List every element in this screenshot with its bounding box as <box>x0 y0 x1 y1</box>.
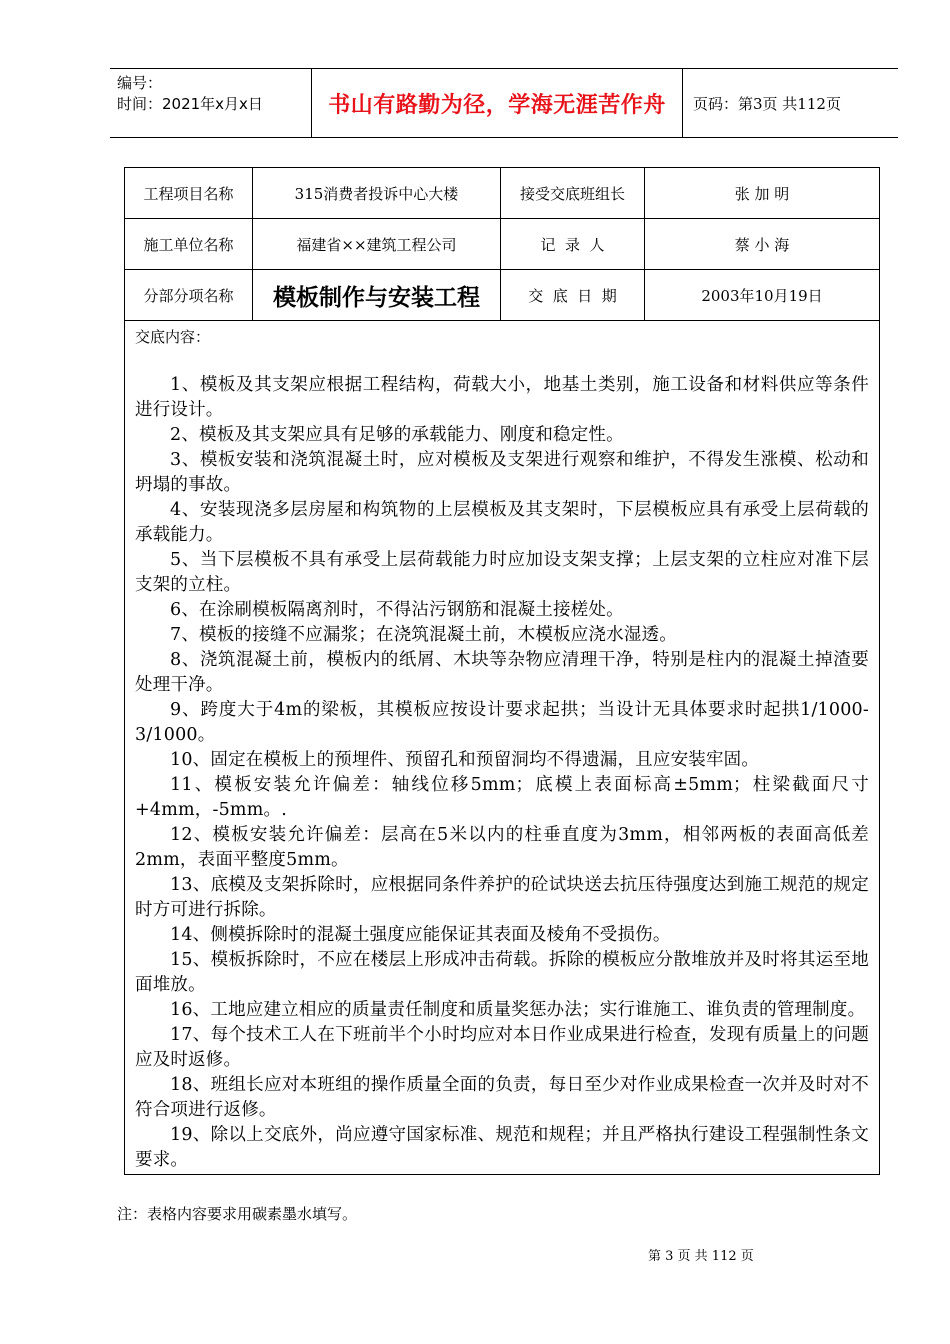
recorder-label: 记 录 人 <box>501 219 645 270</box>
content-item: 12、模板安装允许偏差：层高在5米以内的柱垂直度为3mm，相邻两板的表面高低差2mm，表面平整度5mm。 <box>135 825 869 870</box>
project-name-value: 315消费者投诉中心大楼 <box>253 168 501 219</box>
content-item: 5、当下层模板不具有承受上层荷载能力时应加设支架支撑；上层支架的立柱应对准下层支架的立柱。 <box>135 550 869 595</box>
content-item: 16、工地应建立相应的质量责任制度和质量奖惩办法；实行谁施工、谁负责的管理制度。 <box>170 1000 866 1020</box>
content-item: 2、模板及其支架应具有足够的承载能力、刚度和稳定性。 <box>170 425 624 445</box>
content-item: 3、模板安装和浇筑混凝土时，应对模板及支架进行观察和维护，不得发生涨模、松动和坍塌的事故。 <box>135 450 869 495</box>
content-item: 14、侧模拆除时的混凝土强度应能保证其表面及棱角不受损伤。 <box>170 925 671 945</box>
content-item: 18、班组长应对本班组的操作质量全面的负责，每日至少对作业成果检查一次并及时对不符合项进行返修。 <box>135 1075 869 1120</box>
form-row-section <box>125 270 880 321</box>
content-item: 6、在涂刷模板隔离剂时，不得沾污钢筋和混凝土接槎处。 <box>170 600 624 620</box>
page-footer: 第 3 页 共 112 页 <box>648 1249 754 1264</box>
disclosure-form <box>124 167 880 1175</box>
content-item: 11、模板安装允许偏差：轴线位移5mm；底模上表面标高±5mm；柱梁截面尺寸+4mm，-5mm。. <box>135 775 869 820</box>
header-motto: 书山有路勤为径，学海无涯苦作舟 <box>328 91 666 118</box>
page-header <box>110 68 898 138</box>
content-item: 15、模板拆除时，不应在楼层上形成冲击荷载。拆除的模板应分散堆放并及时将其运至地面堆放。 <box>135 950 869 995</box>
unit-name-label: 施工单位名称 <box>125 219 253 270</box>
content-item: 8、浇筑混凝土前，模板内的纸屑、木块等杂物应清理干净，特别是柱内的混凝土掉渣要处理干净。 <box>135 650 869 695</box>
form-note: 注：表格内容要求用碳素墨水填写。 <box>117 1205 358 1223</box>
section-name-label: 分部分项名称 <box>125 270 253 321</box>
content-item: 19、除以上交底外，尚应遵守国家标准、规范和规程；并且严格执行建设工程强制性条文要求。 <box>135 1125 869 1170</box>
section-name-value: 模板制作与安装工程 <box>253 270 501 321</box>
content-item: 13、底模及支架拆除时，应根据同条件养护的砼试块送去抗压待强度达到施工规范的规定时方可进行拆除。 <box>135 875 869 920</box>
form-row-project <box>125 168 880 219</box>
date-label: 交 底 日 期 <box>501 270 645 321</box>
content-item: 17、每个技术工人在下班前半个小时均应对本日作业成果进行检查，发现有质量上的问题应及时返修。 <box>135 1025 869 1070</box>
form-row-unit <box>125 219 880 270</box>
content-title: 交底内容： <box>135 328 211 346</box>
header-page-cell <box>683 69 898 137</box>
number-label: 编号： <box>117 74 163 92</box>
content-item: 9、跨度大于4m的梁板，其模板应按设计要求起拱；当设计无具体要求时起拱1/1000-3/1000。 <box>135 700 869 745</box>
content-cell <box>125 321 880 1175</box>
date-value: 2003年10月19日 <box>645 270 880 321</box>
content-item: 4、安装现浇多层房屋和构筑物的上层模板及其支架时，下层模板应具有承受上层荷载的承载能力。 <box>135 500 869 545</box>
header-page-label: 页码：第3页 共112页 <box>693 94 841 113</box>
form-row-content <box>125 321 880 1175</box>
content-item: 7、模板的接缝不应漏浆；在浇筑混凝土前，木模板应浇水湿透。 <box>170 625 677 645</box>
project-name-label: 工程项目名称 <box>125 168 253 219</box>
unit-name-value: 福建省××建筑工程公司 <box>253 219 501 270</box>
header-meta <box>110 69 312 137</box>
header-motto-cell <box>312 69 683 137</box>
recorder-value: 蔡 小 海 <box>645 219 880 270</box>
content-item: 1、模板及其支架应根据工程结构，荷载大小，地基土类别，施工设备和材料供应等条件进行设计。 <box>135 375 869 420</box>
content-items <box>135 373 869 1173</box>
team-leader-label: 接受交底班组长 <box>501 168 645 219</box>
team-leader-value: 张 加 明 <box>645 168 880 219</box>
content-item: 10、固定在模板上的预埋件、预留孔和预留洞均不得遗漏，且应安装牢固。 <box>170 750 760 770</box>
time-label: 时间：2021年x月x日 <box>117 95 263 113</box>
